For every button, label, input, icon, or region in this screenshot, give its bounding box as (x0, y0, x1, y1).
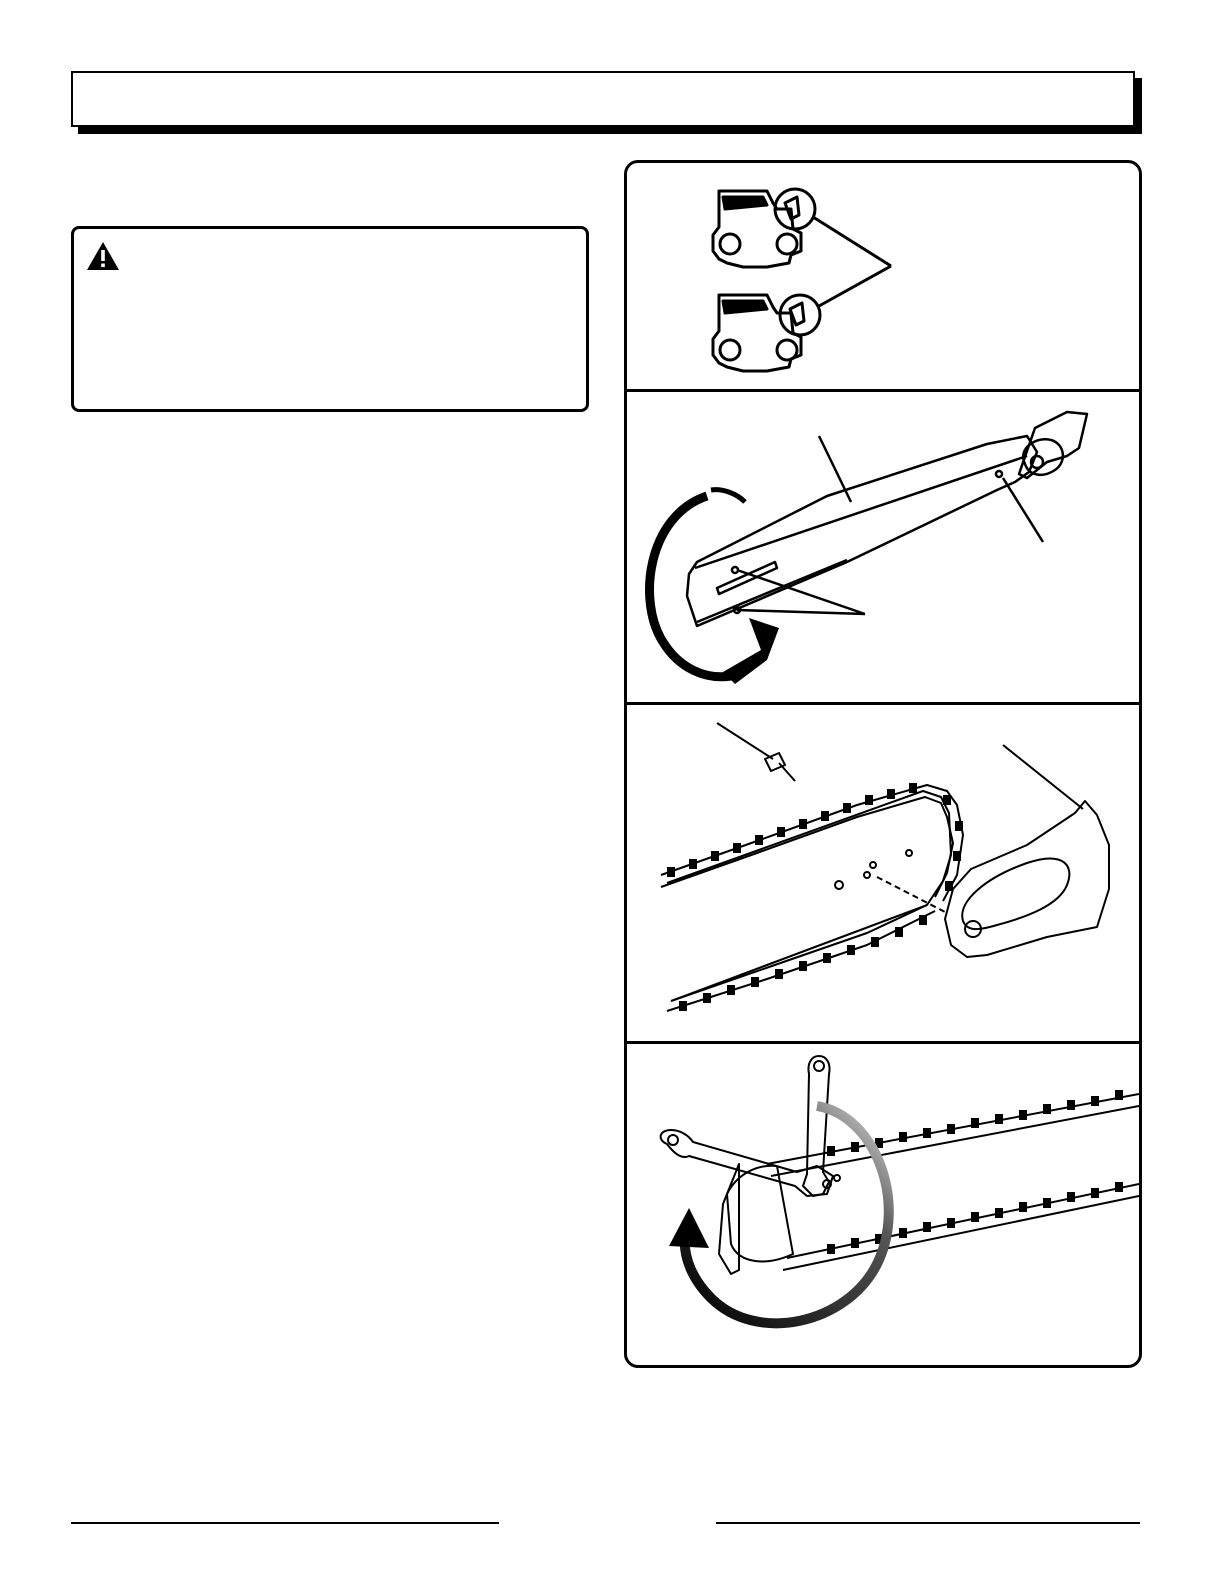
figure-saw-chain-cutters (627, 163, 1139, 389)
wrench-tighten-illustration (627, 1044, 1139, 1365)
figure-frame (624, 160, 1142, 1368)
footer-rule-left (71, 1522, 499, 1524)
chain-cutter-links-illustration (627, 163, 1139, 389)
figure-wrench-tighten (627, 1044, 1139, 1365)
footer-rule-right (716, 1522, 1140, 1524)
figure-guide-bar-flip (627, 392, 1139, 702)
warning-box (71, 226, 589, 412)
guide-bar-rotate-illustration (627, 392, 1139, 702)
warning-triangle-icon (86, 241, 120, 271)
figure-bar-chain-and-cover (627, 705, 1139, 1041)
page-header-bar (71, 71, 1135, 127)
bar-chain-cover-illustration (627, 705, 1139, 1041)
